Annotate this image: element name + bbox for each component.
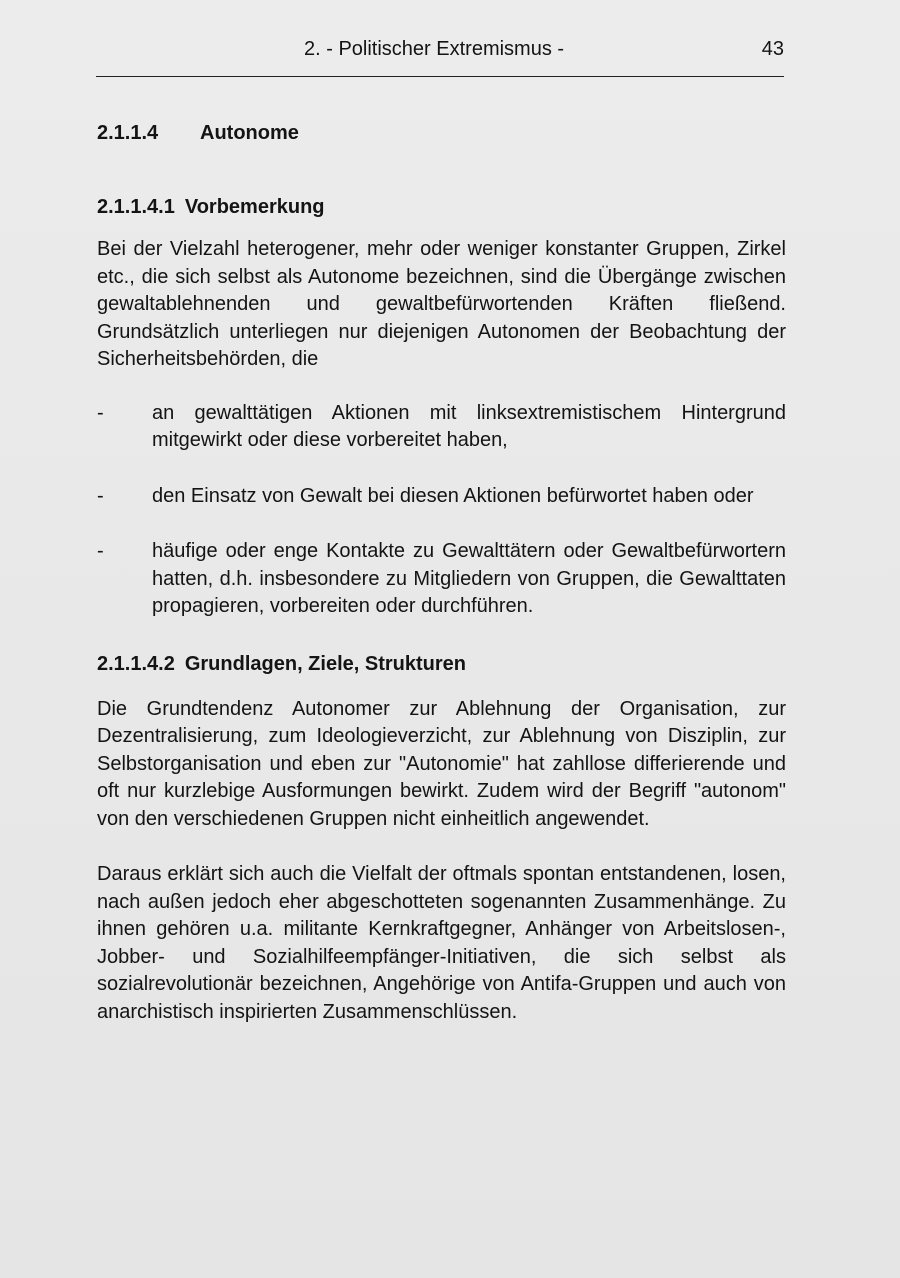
subsection-title: Grundlagen, Ziele, Strukturen (184, 652, 466, 675)
subsection-number: 2.1.1.4.2 (97, 652, 175, 675)
list-dash: - (97, 540, 104, 562)
section-number: 2.1.1.4 (97, 122, 159, 144)
subsection-heading-grundlagen (97, 651, 786, 678)
list-dash: - (97, 401, 104, 424)
section-title: Autonome (200, 122, 299, 144)
list-item (97, 483, 786, 511)
list-item-text: häufige oder enge Kontakte zu Gewalttätern oder Gewaltbefürwortern hatten, d.h. insbesondere zu Mitgliedern von Gruppen, die Gewalttaten propagieren, vorbereiten oder durchführen. (152, 540, 786, 617)
criteria-list (97, 400, 786, 621)
header-rule (96, 76, 784, 77)
list-dash: - (97, 484, 104, 507)
list-item-text: den Einsatz von Gewalt bei diesen Aktionen befürwortet haben oder (152, 484, 754, 507)
page-number: 43 (761, 38, 784, 60)
paragraph-vorbemerkung: Bei der Vielzahl heterogener, mehr oder weniger konstanter Gruppen, Zirkel etc., die sich selbst als Autonome bezeichnen, sind die Übergänge zwischen gewaltablehnenden und gewaltbefürwortenden Kräften fließend. Grundsätzlich unterliegen nur diejenigen Autonomen der Beobachtung der Sicherheitsbehörden, die (97, 238, 786, 370)
list-item (97, 400, 786, 455)
page-content (97, 120, 786, 1026)
section-heading-autonome (97, 120, 786, 147)
subsection-number: 2.1.1.4.1 (97, 196, 175, 218)
list-item-text: an gewalttätigen Aktionen mit linksextremistischem Hintergrund mitgewirkt oder diese vorbereitet haben, (152, 401, 786, 451)
list-item (97, 538, 786, 621)
paragraph-vielfalt: Daraus erklärt sich auch die Vielfalt der oftmals spontan entstandenen, losen, nach außen jedoch eher abgeschotteten sogenannten Zusammenhänge. Zu ihnen gehören u.a. militante Kernkraftgegner, Anhänger von Arbeitslosen-, Jobber- und Sozialhilfeempfänger-Initiativen, die sich selbst als sozialrevolutionär bezeichnen, Angehörige von Antifa-Gruppen und auch von anarchistisch inspirierten Zusammenschlüssen. (97, 863, 786, 1023)
running-header (96, 36, 784, 66)
subsection-title: Vorbemerkung (184, 196, 325, 218)
paragraph-grundtendenz: Die Grundtendenz Autonomer zur Ablehnung der Organisation, zur Dezentralisierung, zum Ideologieverzicht, zur Ablehnung von Disziplin, zur Selbstorganisation und eben zur "Autonomie" hat zahllose differierende und oft nur kurzlebige Ausformungen bewirkt. Zudem wird der Begriff "autonom" von den verschiedenen Gruppen nicht einheitlich angewendet. (97, 697, 786, 830)
subsection-heading-vorbemerkung (97, 194, 786, 221)
running-title: 2. - Politischer Extremismus - (304, 38, 565, 60)
